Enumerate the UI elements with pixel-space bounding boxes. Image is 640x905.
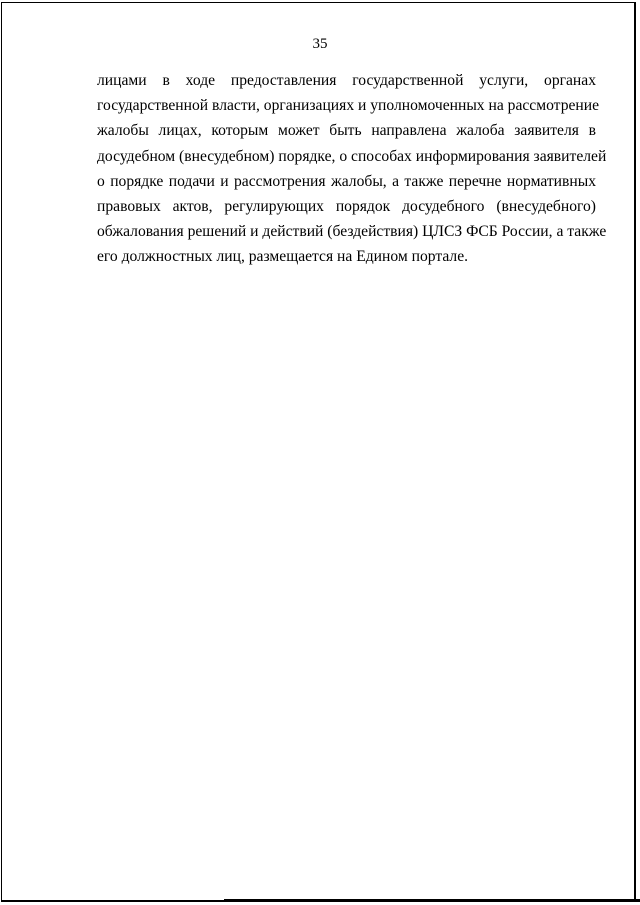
paragraph-line: государственной власти, организациях и уполномоченных на рассмотрение [97, 97, 600, 115]
paragraph-line: жалобы лицах, которым может быть направлена жалоба заявителя в [97, 122, 596, 140]
paragraph-line: о порядке подачи и рассмотрения жалобы, а также перечне нормативных [97, 172, 596, 190]
scan-edge-mark [224, 899, 640, 902]
paragraph-line: обжалования решений и действий (бездействия) ЦЛСЗ ФСБ России, а также [97, 223, 607, 241]
body-paragraph [97, 68, 607, 270]
paragraph-line: лицами в ходе предоставления государственной услуги, органах [97, 72, 596, 89]
paragraph-line: правовых актов, регулирующих порядок досудебного (внесудебного) [97, 197, 596, 215]
page-number: 35 [312, 36, 328, 52]
paragraph-line: его должностных лиц, размещается на Едином портале. [97, 248, 469, 266]
paragraph-line: досудебном (внесудебном) порядке, о способах информирования заявителей [97, 147, 607, 165]
